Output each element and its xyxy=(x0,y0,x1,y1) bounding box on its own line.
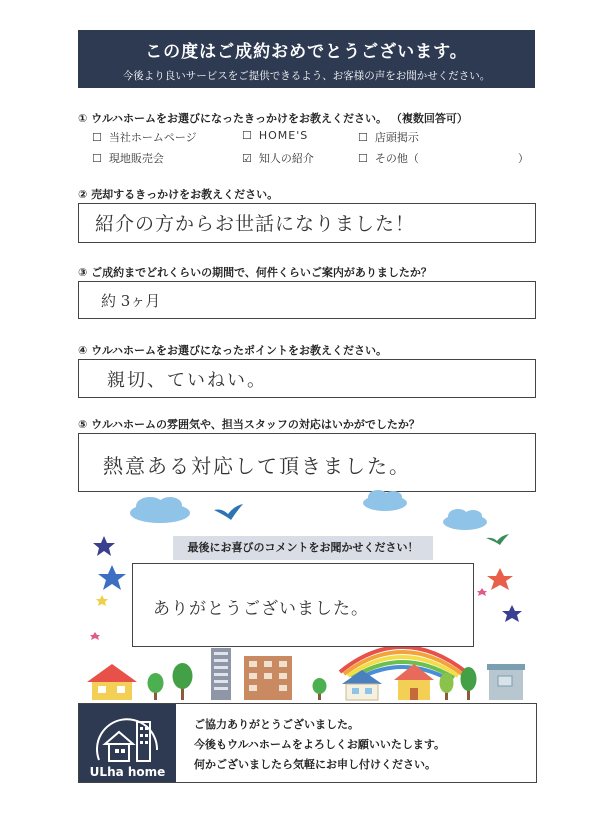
option-label: 店頭掲示 xyxy=(374,131,419,144)
footer-line-1: ご協力ありがとうございました。 xyxy=(194,718,359,731)
building-icon xyxy=(211,648,231,700)
question-3: ③ ご成約までどれくらいの期間で、何件くらいご案内がありましたか？ xyxy=(78,266,432,279)
tree-icon xyxy=(173,663,193,700)
answer-2: 紹介の方からお世話になりました！ xyxy=(95,213,416,235)
star-icon xyxy=(502,605,522,622)
question-1-note: （複数回答可） xyxy=(390,112,468,125)
footer xyxy=(78,703,537,783)
checkbox-icon[interactable]: ☐ xyxy=(92,131,102,144)
question-4: ④ ウルハホームをお選びになったポイントをお教えください。 xyxy=(78,344,388,357)
answer-3: 約 3ヶ月 xyxy=(101,292,161,310)
logo-text: ULha home xyxy=(89,765,166,779)
checkbox-icon[interactable]: ☐ xyxy=(92,152,102,165)
footer-line-3: 何かございましたら気軽にお申し付けください。 xyxy=(194,758,436,771)
option-label: その他（ ） xyxy=(374,152,529,165)
banner-title: この度はご成約おめでとうございます。 xyxy=(145,42,468,62)
option-label: 現地販売会 xyxy=(108,152,164,165)
question-5: ⑤ ウルハホームの雰囲気や、担当スタッフの対応はいかがでしたか？ xyxy=(78,418,420,431)
checkbox-icon[interactable]: ☐ xyxy=(358,131,368,144)
star-icon xyxy=(98,565,126,590)
bird-icon xyxy=(214,504,243,520)
answer-4: 親切、ていねい。 xyxy=(107,370,267,391)
star-icon xyxy=(96,595,108,606)
tree-icon xyxy=(148,673,164,700)
footer-line-2: 今後もウルハホームをよろしくお願いいたします。 xyxy=(194,738,446,751)
tree-icon xyxy=(461,667,477,700)
star-icon xyxy=(90,632,100,640)
cloud-icon xyxy=(443,509,487,530)
house-icon xyxy=(487,664,525,700)
star-icon xyxy=(487,568,513,590)
comment-title: 最後にお喜びのコメントをお聞かせください！ xyxy=(173,536,433,560)
question-1-text: ① ウルハホームをお選びになったきっかけをお教えください。 xyxy=(78,112,388,125)
comment-answer: ありがとうございました。 xyxy=(153,599,369,619)
tree-icon xyxy=(313,678,327,700)
checkbox-icon[interactable]: ☐ xyxy=(358,152,368,165)
banner-subtitle: 今後より良いサービスをご提供できるよう、お客様の声をお聞かせください。 xyxy=(122,70,491,82)
star-icon xyxy=(477,588,487,596)
cloud-icon xyxy=(130,497,190,523)
checked-checkbox-icon[interactable]: ☑ xyxy=(242,152,252,165)
checkbox-icon[interactable]: ☐ xyxy=(242,129,252,142)
option-label: 知人の紹介 xyxy=(258,152,314,165)
building-icon xyxy=(244,656,292,700)
company-logo xyxy=(79,704,176,782)
comment-box[interactable] xyxy=(132,563,474,647)
cloud-icon xyxy=(363,490,407,511)
option-label: 当社ホームページ xyxy=(108,131,197,144)
option-label: HOME'S xyxy=(258,129,309,142)
question-2: ② 売却するきっかけをお教えください。 xyxy=(78,188,279,201)
answer-5: 熱意ある対応して頂きました。 xyxy=(103,454,411,478)
bird-icon xyxy=(486,534,509,545)
tree-icon xyxy=(440,673,454,700)
house-icon xyxy=(87,664,137,700)
star-icon xyxy=(93,536,115,556)
